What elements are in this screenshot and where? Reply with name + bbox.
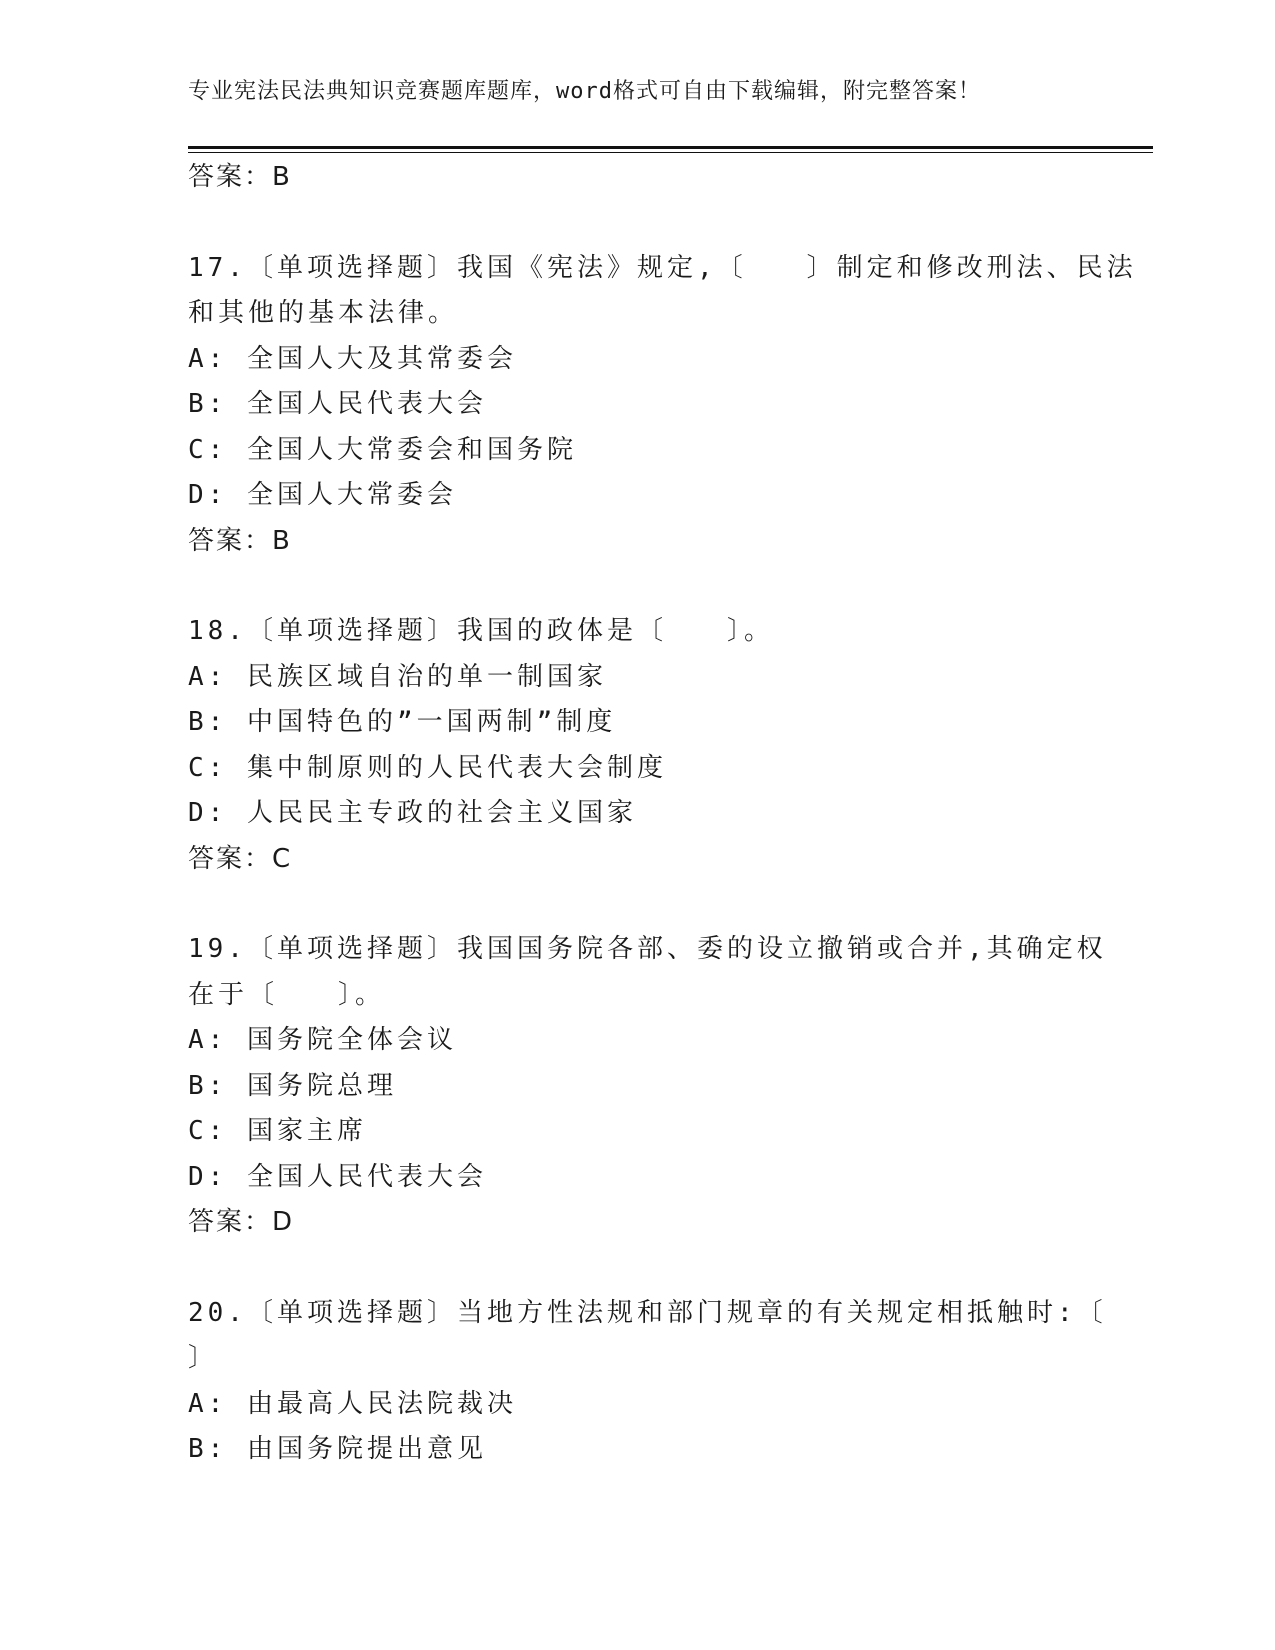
option-c: C: 全国人大常委会和国务院 xyxy=(188,434,577,465)
question-stem: 在于〔 〕。 xyxy=(188,979,386,1010)
option-c: C: 国家主席 xyxy=(188,1116,367,1146)
option-a: A: 民族区域自治的单一制国家 xyxy=(188,661,607,692)
option-d: D: 全国人民代表大会 xyxy=(188,1161,487,1192)
option-b: B: 由国务院提出意见 xyxy=(188,1434,487,1464)
answer-line: 答案：C xyxy=(188,843,293,874)
question-stem: 20.〔单项选择题〕当地方性法规和部门规章的有关规定相抵触时:〔 xyxy=(188,1297,1107,1328)
option-b: B: 中国特色的”一国两制”制度 xyxy=(188,707,617,737)
header-divider-thin xyxy=(188,152,1153,153)
option-d: D: 全国人大常委会 xyxy=(188,480,457,510)
question-item xyxy=(188,246,1137,565)
option-d: D: 人民民主专政的社会主义国家 xyxy=(188,798,637,828)
answer-line: 答案：D xyxy=(188,1207,295,1237)
question-stem: 18.〔单项选择题〕我国的政体是〔 〕。 xyxy=(188,616,774,646)
question-item xyxy=(188,1291,1107,1473)
option-a: A: 全国人大及其常委会 xyxy=(188,343,517,374)
option-b: B: 全国人民代表大会 xyxy=(188,389,487,419)
option-c: C: 集中制原则的人民代表大会制度 xyxy=(188,752,667,783)
question-item xyxy=(188,609,1068,882)
question-stem: 和其他的基本法律。 xyxy=(188,298,459,328)
answer-line: 答案：B xyxy=(188,525,292,556)
question-stem: 17.〔单项选择题〕我国《宪法》规定,〔 〕制定和修改刑法、民法 xyxy=(188,252,1137,283)
question-item xyxy=(188,927,1107,1246)
question-stem: 19.〔单项选择题〕我国国务院各部、委的设立撤销或合并,其确定权 xyxy=(188,934,1107,964)
option-b: B: 国务院总理 xyxy=(188,1070,397,1101)
question-list xyxy=(188,155,1137,1473)
page-header: 专业宪法民法典知识竞赛题库题库，word格式可自由下载编辑，附完整答案！ xyxy=(188,79,981,104)
answer-line: 答案：B xyxy=(188,162,292,192)
question-stem: 〕 xyxy=(188,1343,219,1373)
header-divider xyxy=(188,146,1153,149)
option-a: A: 由最高人民法院裁决 xyxy=(188,1388,517,1419)
option-a: A: 国务院全体会议 xyxy=(188,1025,457,1055)
